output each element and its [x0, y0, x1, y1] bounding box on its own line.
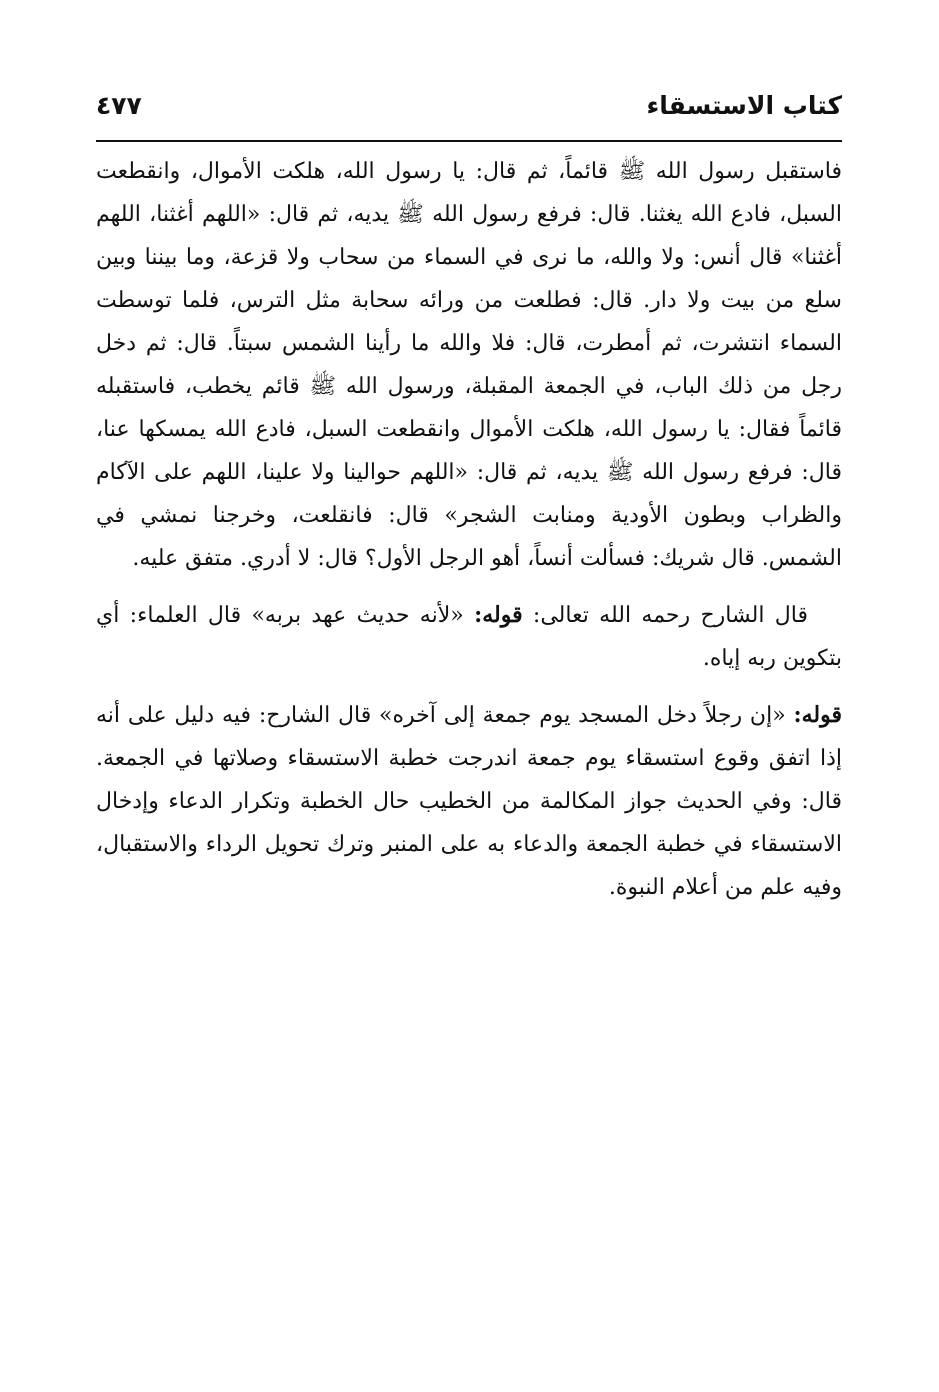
paragraph-hadith-text: فاستقبل رسول الله ﷺ قائماً، ثم قال: يا رسول الله، هلكت الأموال، وانقطعت السبل، فادع الله يغثنا. قال: فرفع رسول الله ﷺ يديه، ثم قال: «اللهم أغثنا، اللهم أغثنا» قال أنس: ولا والله، ما نرى في السماء من سحاب ولا قزعة، وما بيننا وبين سلع من بيت ولا دار. قال: فطلعت من ورائه سحابة مثل الترس، فلما توسطت السماء انتشرت، ثم أمطرت، قال: فلا والله ما رأينا الشمس سبتاً. قال: ثم دخل رجل من ذلك الباب، في الجمعة المقبلة، ورسول الله ﷺ قائم يخطب، فاستقبله قائماً فقال: يا رسول الله، هلكت الأموال وانقطعت السبل، فادع الله يمسكها عنا، قال: فرفع رسول الله ﷺ يديه، ثم قال: «اللهم حوالينا ولا علينا، اللهم على الآكام والظراب وبطون الأودية ومنابت الشجر» قال: فانقلعت، وخرجنا نمشي في الشمس. قال شريك: فسألت أنساً، أهو الرجل الأول؟ قال: لا أدري. متفق عليه.: [96, 159, 842, 571]
page-number: ٤٧٧: [96, 91, 142, 120]
qawluh-label: قوله:: [793, 702, 842, 728]
qawluh-label: قوله:: [474, 602, 523, 628]
commentary-intro: قال الشارح رحمه الله تعالى:: [522, 603, 808, 628]
paragraph-commentary-2: [96, 694, 842, 909]
body-text: [96, 150, 842, 909]
paragraph-commentary-1: [96, 594, 842, 680]
page-header: [96, 86, 842, 130]
chapter-title: كتاب الاستسقاء: [646, 91, 842, 120]
paragraph-commentary-2-text: «إن رجلاً دخل المسجد يوم جمعة إلى آخره» قال الشارح: فيه دليل على أنه إذا اتفق وقوع استسقاء يوم جمعة اندرجت خطبة الاستسقاء وصلاتها في الجمعة. قال: وفي الحديث جواز المكالمة من الخطيب حال الخطبة وتكرار الدعاء وإدخال الاستسقاء في خطبة الجمعة والدعاء به على المنبر وترك تحويل الرداء والاستقبال، وفيه علم من أعلام النبوة.: [96, 703, 842, 900]
header-divider: [96, 140, 842, 142]
paragraph-commentary-1-text: «لأنه حديث عهد بربه» قال العلماء: أي بتكوين ربه إياه.: [96, 603, 842, 671]
paragraph-hadith: [96, 150, 842, 580]
